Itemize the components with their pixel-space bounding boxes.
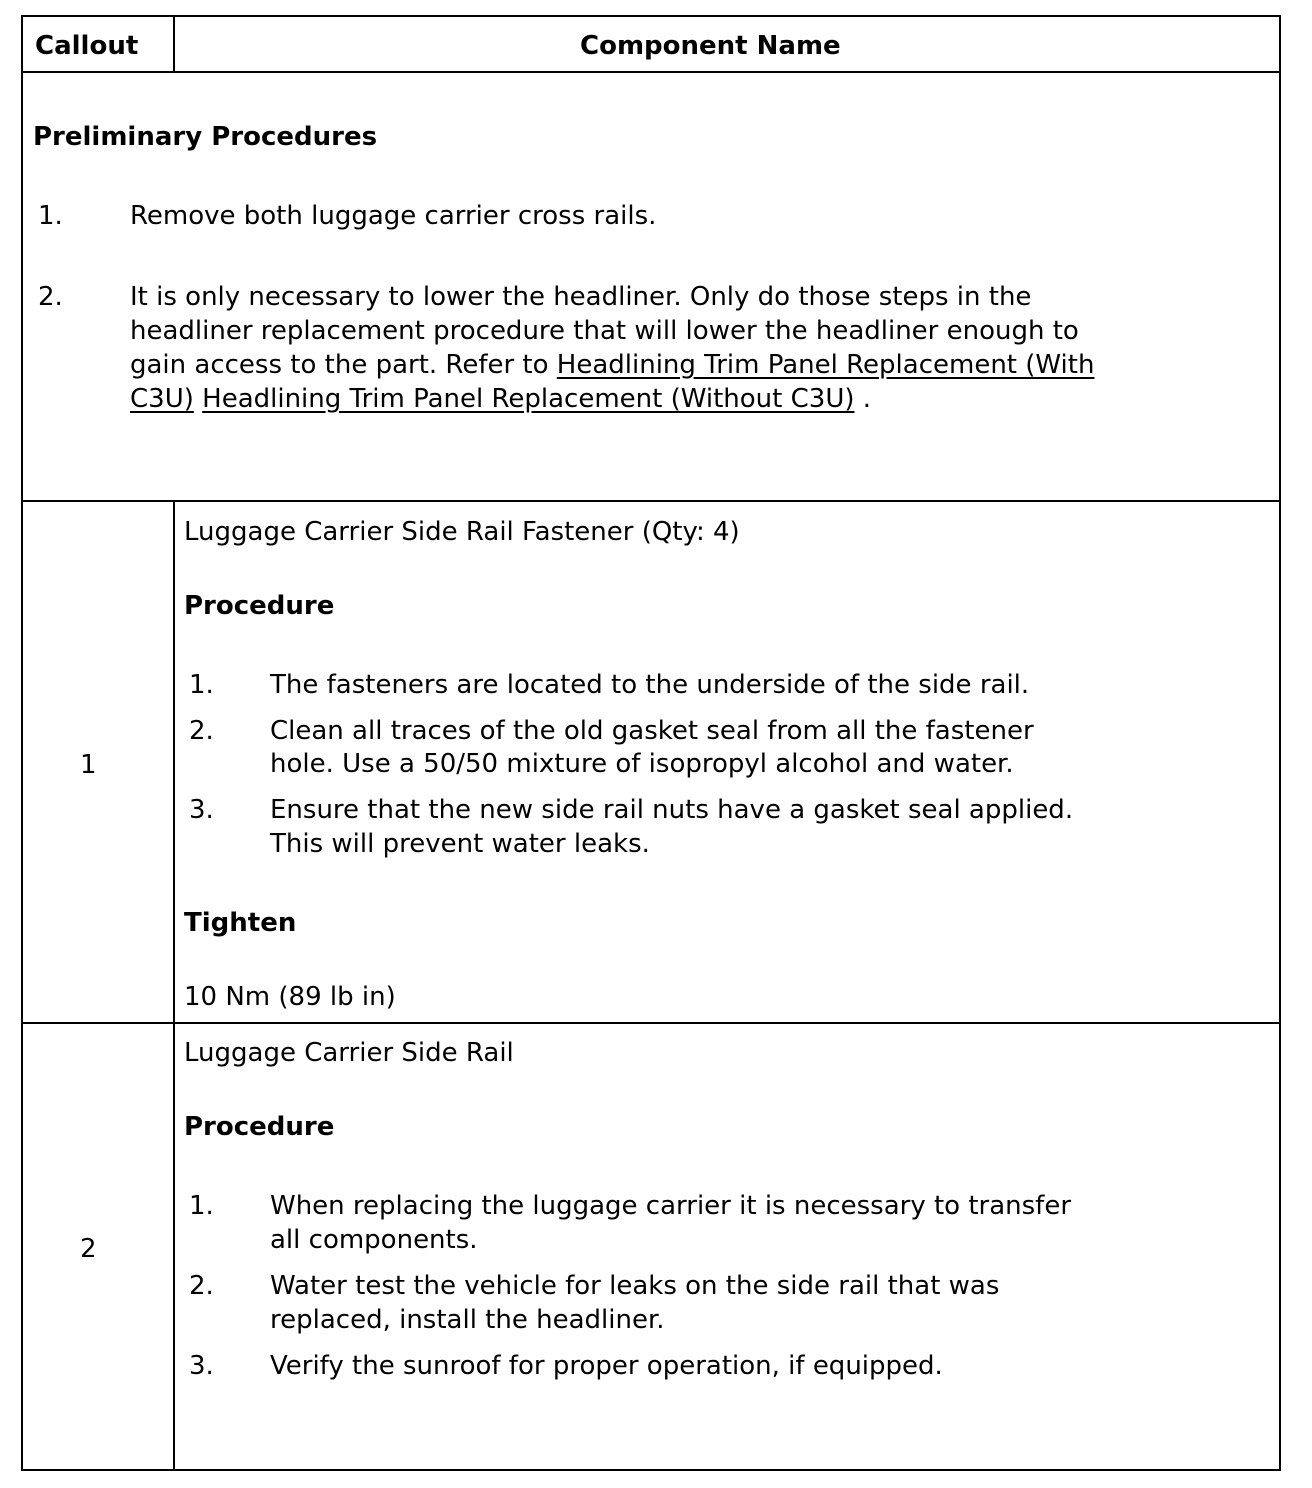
row2-step-3-text: Verify the sunroof for proper operation, if equipped. xyxy=(270,1351,943,1381)
preliminary-title: Preliminary Procedures xyxy=(33,122,378,152)
preliminary-step-1-text: Remove both luggage carrier cross rails. xyxy=(130,201,657,231)
row1-step-2-line2: hole. Use a 50/50 mixture of isopropyl alcohol and water. xyxy=(270,749,1014,779)
row1-step-1-text: The fasteners are located to the underside of the side rail. xyxy=(270,670,1030,700)
preliminary-step-1-num: 1. xyxy=(38,201,63,231)
row1-bottom-border xyxy=(21,1022,1281,1024)
preliminary-step-2-text xyxy=(130,280,1130,416)
row1-step-3-line1: Ensure that the new side rail nuts have a gasket seal applied. xyxy=(270,795,1074,825)
row1-tighten-value: 10 Nm (89 lb in) xyxy=(184,982,396,1012)
preliminary-step-2-end: . xyxy=(854,384,872,414)
preliminary-step-2-num: 2. xyxy=(38,282,63,312)
row2-step-2-line2: replaced, install the headliner. xyxy=(270,1305,665,1335)
row2-component: Luggage Carrier Side Rail xyxy=(184,1038,514,1068)
row2-step-3-num: 3. xyxy=(189,1351,214,1381)
row2-procedure-title: Procedure xyxy=(184,1112,335,1142)
row2-step-1-num: 1. xyxy=(189,1191,214,1221)
preliminary-bottom-border xyxy=(21,500,1281,502)
row1-callout: 1 xyxy=(80,750,97,780)
row1-component: Luggage Carrier Side Rail Fastener (Qty: 4) xyxy=(184,517,740,547)
link-headlining-without-c3u[interactable]: Headlining Trim Panel Replacement (Without C3U) xyxy=(202,384,855,414)
row2-step-1-line2: all components. xyxy=(270,1225,478,1255)
link-headlining-with-c3u[interactable]: Headlining Trim Panel Replacement (With C3U) xyxy=(130,350,1095,414)
column-divider-header xyxy=(173,15,175,73)
row2-step-2-num: 2. xyxy=(189,1271,214,1301)
header-callout: Callout xyxy=(35,31,139,61)
row1-step-2-line1: Clean all traces of the old gasket seal from all the fastener xyxy=(270,716,1034,746)
row1-procedure-title: Procedure xyxy=(184,591,335,621)
row1-step-3-line2: This will prevent water leaks. xyxy=(270,829,650,859)
column-divider-rows xyxy=(173,500,175,1471)
header-bottom-border xyxy=(21,71,1281,73)
row1-step-3-num: 3. xyxy=(189,795,214,825)
row2-callout: 2 xyxy=(80,1234,97,1264)
preliminary-step-2-body: It is only necessary to lower the headliner. Only do those steps in the headliner replacement procedure that will lower the headliner enough to gain access to the part. Refer to xyxy=(130,282,1079,380)
header-component-name: Component Name xyxy=(580,31,841,61)
row2-step-1-line1: When replacing the luggage carrier it is necessary to transfer xyxy=(270,1191,1072,1221)
row2-step-2-line1: Water test the vehicle for leaks on the side rail that was xyxy=(270,1271,1000,1301)
row1-step-1-num: 1. xyxy=(189,670,214,700)
row1-step-2-num: 2. xyxy=(189,716,214,746)
row1-tighten-title: Tighten xyxy=(184,908,297,938)
